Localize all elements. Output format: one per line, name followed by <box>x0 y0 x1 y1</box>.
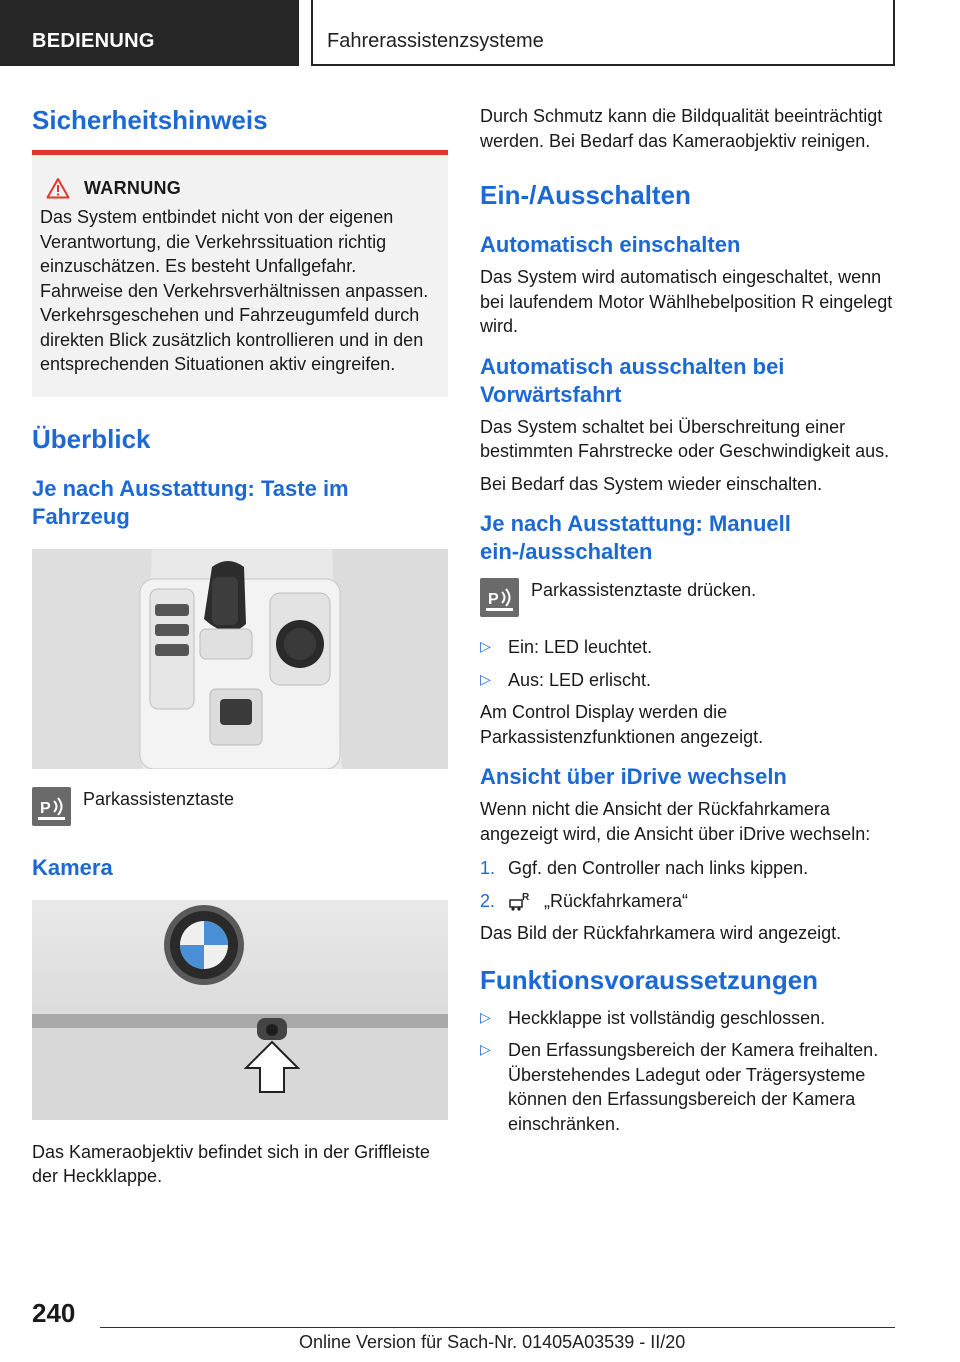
list-item-text: Ein: LED leuchtet. <box>508 637 653 657</box>
svg-text:P: P <box>40 799 51 817</box>
step-text: „Rückfahrkamera“ <box>544 890 689 911</box>
heading-on-off: Ein-/Ausschalten <box>480 180 691 210</box>
heading-idrive: Ansicht über iDrive wechseln <box>480 764 787 789</box>
bullet-triangle-icon: ▷ <box>480 670 491 687</box>
page-header <box>0 0 960 66</box>
heading-camera: Kamera <box>32 854 113 880</box>
bullet-triangle-icon: ▷ <box>480 638 491 654</box>
heading-auto-on: Automatisch einschalten <box>480 232 741 257</box>
list-item <box>480 889 896 914</box>
rear-camera-image <box>32 900 448 1120</box>
svg-text:R: R <box>522 891 530 903</box>
heading-safety: Sicherheitshinweis <box>32 105 268 135</box>
warning-box <box>32 150 448 397</box>
idrive-result: Das Bild der Rückfahrkamera wird angezeigt. <box>480 923 842 943</box>
auto-off-text-2: Bei Bedarf das System wieder einschalten. <box>480 473 823 494</box>
auto-on-text: Das System wird automatisch eingeschaltet, wenn bei laufendem Motor Wählhebelposition R eingelegt wird. <box>480 267 893 336</box>
auto-off-text: Das System schaltet bei Überschreitung einer bestimmten Fahrstrecke oder Geschwindigkeit aus. <box>480 416 890 461</box>
list-item <box>480 1006 896 1031</box>
on-off-list <box>480 635 896 692</box>
step-number: 2. <box>480 890 496 911</box>
display-text: Am Control Display werden die Parkassistenzfunktionen angezeigt. <box>480 702 764 747</box>
footer-text: Online Version für Sach-Nr. 01405A03539 - II/20 <box>299 1332 686 1352</box>
warning-text: Das System entbindet nicht von der eigenen Verantwortung, die Verkehrssituation richtig einzuschätzen. Es besteht Unfallgefahr. Fahrweise den Verkehrsverhältnissen anpassen. Verkehrsgeschehen und Fahrzeugumfeld durch direkten Blick zusätzlich kontrollieren und in den entsprechenden Situationen aktiv eingreifen. <box>40 207 429 374</box>
center-console-image <box>32 549 448 769</box>
list-item <box>480 668 896 693</box>
warning-triangle-icon <box>46 177 70 199</box>
list-item <box>480 856 896 881</box>
dirt-text: Durch Schmutz kann die Bildqualität beeinträchtigt werden. Bei Bedarf das Kameraobjektiv reinigen. <box>480 106 883 151</box>
rear-camera-icon <box>508 890 534 912</box>
chapter-title: Fahrerassistenzsysteme <box>311 0 895 66</box>
svg-text:P: P <box>488 591 499 608</box>
manual-text: Parkassistenztaste drücken. <box>531 580 757 600</box>
page-number: 240 <box>32 1298 76 1328</box>
right-column <box>480 104 896 1136</box>
list-item <box>480 1038 896 1136</box>
camera-text: Das Kameraobjektiv befindet sich in der Griffleiste der Heckklappe. <box>32 1141 430 1186</box>
heading-button-in-vehicle: Je nach Ausstattung: Taste im Fahrzeug <box>32 475 349 529</box>
list-item-text: Heckklappe ist vollständig geschlossen. <box>508 1007 826 1028</box>
heading-requirements: Funktionsvoraussetzungen <box>480 964 819 995</box>
requirements-list <box>480 1006 896 1137</box>
bullet-triangle-icon: ▷ <box>480 1008 491 1025</box>
footer-divider <box>100 1327 895 1328</box>
list-item <box>480 635 896 660</box>
heading-manual: Je nach Ausstattung: Manuell ein-/ausschalten <box>480 511 791 564</box>
idrive-text: Wenn nicht die Ansicht der Rückfahrkamera angezeigt wird, die Ansicht über iDrive wechseln: <box>480 799 871 844</box>
step-text: Ggf. den Controller nach links kippen. <box>508 858 809 878</box>
heading-overview: Überblick <box>32 423 151 454</box>
left-column <box>32 104 448 1189</box>
steps-list <box>480 856 896 913</box>
step-number: 1. <box>480 858 496 878</box>
section-title: BEDIENUNG <box>0 0 299 66</box>
warning-label: WARNUNG <box>84 177 182 198</box>
bullet-triangle-icon: ▷ <box>480 1041 491 1057</box>
park-assist-icon <box>32 787 71 826</box>
list-item-text: Den Erfassungsbereich der Kamera freihalten. Überstehendes Ladegut oder Trägersysteme können den Erfassungsbereich der Kamera einschränken. <box>508 1040 879 1134</box>
park-assist-icon <box>480 578 519 617</box>
heading-auto-off: Automatisch ausschalten bei Vorwärtsfahrt <box>480 353 785 407</box>
list-item-text: Aus: LED erlischt. <box>508 669 652 690</box>
park-assist-caption: Parkassistenztaste <box>83 788 235 809</box>
